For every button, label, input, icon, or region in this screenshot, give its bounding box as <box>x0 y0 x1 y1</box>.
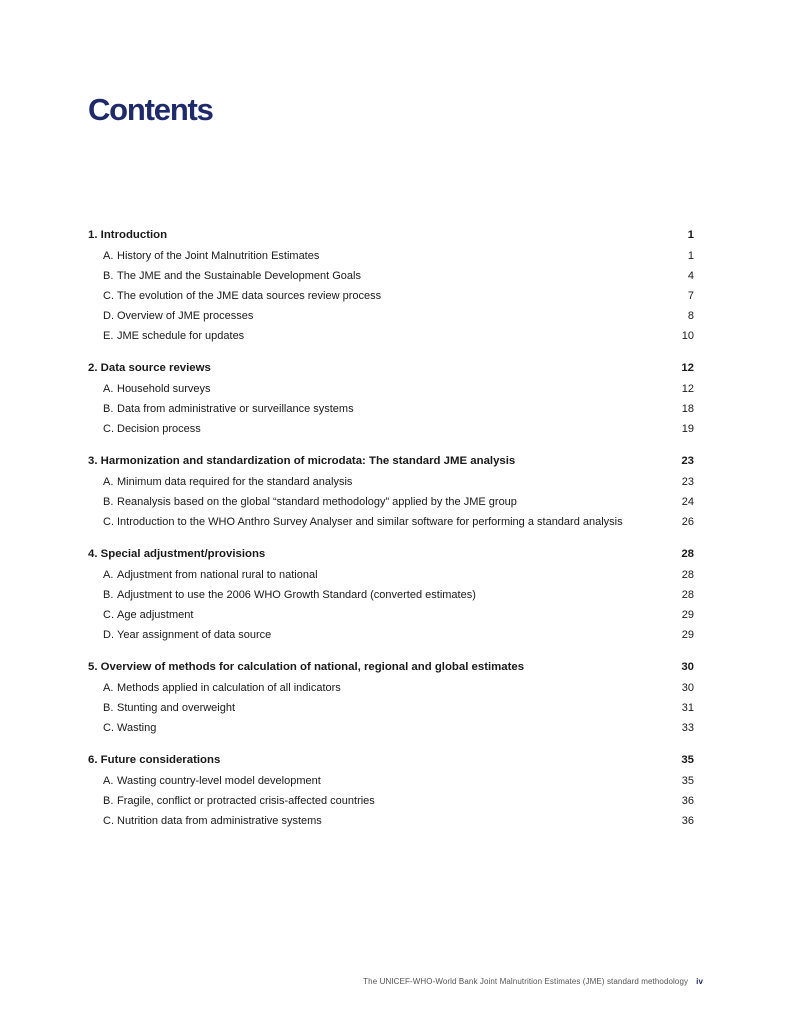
toc-section <box>88 545 694 644</box>
toc-entry[interactable] <box>88 813 694 831</box>
entry-page-number: 12 <box>681 382 694 395</box>
toc-section-heading[interactable] <box>88 751 694 770</box>
entry-letter: E. <box>103 329 114 342</box>
entry-letter: C. <box>103 814 114 827</box>
toc-entry[interactable] <box>88 514 694 532</box>
toc-section <box>88 452 694 531</box>
section-page-number: 30 <box>681 661 694 673</box>
entry-page-number: 24 <box>681 495 694 508</box>
entry-title: History of the Joint Malnutrition Estimates <box>117 249 320 262</box>
entry-page-number: 31 <box>681 701 694 714</box>
entry-letter: B. <box>103 269 114 282</box>
section-title: 1. Introduction <box>88 229 168 241</box>
entry-page-number: 19 <box>681 422 694 435</box>
toc-entry[interactable] <box>88 474 694 492</box>
toc-section <box>88 751 694 830</box>
section-title: 6. Future considerations <box>88 754 221 766</box>
entry-title: Wasting <box>117 721 157 734</box>
entry-title: The evolution of the JME data sources review process <box>117 289 382 302</box>
entry-title: Data from administrative or surveillance systems <box>117 402 354 415</box>
toc-entry[interactable] <box>88 793 694 811</box>
toc-entry[interactable] <box>88 607 694 625</box>
entry-title: Year assignment of data source <box>117 628 272 641</box>
entry-page-number: 10 <box>681 329 694 342</box>
toc-entry[interactable] <box>88 381 694 399</box>
entry-letter: C. <box>103 721 114 734</box>
entry-page-number: 18 <box>681 402 694 415</box>
entry-letter: A. <box>103 382 114 395</box>
toc-entry[interactable] <box>88 268 694 286</box>
toc-section <box>88 226 694 345</box>
entry-title: Adjustment to use the 2006 WHO Growth Standard (converted estimates) <box>117 588 476 601</box>
entry-page-number: 33 <box>681 721 694 734</box>
table-of-contents <box>88 226 694 844</box>
toc-entry[interactable] <box>88 773 694 791</box>
entry-title: Wasting country-level model development <box>117 774 321 787</box>
toc-section <box>88 359 694 438</box>
entry-letter: B. <box>103 588 114 601</box>
page-title: Contents <box>88 92 213 127</box>
toc-section-heading[interactable] <box>88 226 694 245</box>
toc-entry[interactable] <box>88 627 694 645</box>
entry-page-number: 1 <box>687 249 694 262</box>
entry-letter: A. <box>103 475 114 488</box>
section-page-number: 12 <box>681 362 694 374</box>
section-page-number: 23 <box>681 455 694 467</box>
entry-page-number: 8 <box>687 309 694 322</box>
entry-title: Adjustment from national rural to national <box>117 568 318 581</box>
entry-title: JME schedule for updates <box>117 329 245 342</box>
footer-document-title: The UNICEF-WHO-World Bank Joint Malnutrition Estimates (JME) standard methodology <box>363 977 689 986</box>
section-title: 5. Overview of methods for calculation of national, regional and global estimates <box>88 661 525 673</box>
entry-letter: A. <box>103 568 114 581</box>
entry-page-number: 4 <box>687 269 694 282</box>
entry-title: Introduction to the WHO Anthro Survey Analyser and similar software for performing a standard analysis <box>117 515 623 528</box>
entry-page-number: 28 <box>681 568 694 581</box>
toc-entry[interactable] <box>88 401 694 419</box>
toc-entry[interactable] <box>88 494 694 512</box>
entry-page-number: 26 <box>681 515 694 528</box>
entry-title: Nutrition data from administrative systems <box>117 814 322 827</box>
entry-letter: B. <box>103 495 114 508</box>
toc-entry[interactable] <box>88 421 694 439</box>
entry-letter: A. <box>103 774 114 787</box>
toc-entry[interactable] <box>88 680 694 698</box>
entry-letter: D. <box>103 628 114 641</box>
toc-entry[interactable] <box>88 567 694 585</box>
toc-entry[interactable] <box>88 700 694 718</box>
entry-page-number: 7 <box>687 289 694 302</box>
entry-letter: A. <box>103 249 114 262</box>
toc-section-heading[interactable] <box>88 452 694 471</box>
toc-entry[interactable] <box>88 308 694 326</box>
entry-title: Decision process <box>117 422 201 435</box>
toc-section-heading[interactable] <box>88 658 694 677</box>
section-title: 2. Data source reviews <box>88 362 211 374</box>
toc-section-heading[interactable] <box>88 359 694 378</box>
toc-entry[interactable] <box>88 720 694 738</box>
entry-letter: C. <box>103 422 114 435</box>
toc-entry[interactable] <box>88 328 694 346</box>
entry-letter: C. <box>103 289 114 302</box>
entry-title: Methods applied in calculation of all indicators <box>117 681 341 694</box>
toc-section-heading[interactable] <box>88 545 694 564</box>
entry-letter: B. <box>103 402 114 415</box>
toc-entry[interactable] <box>88 587 694 605</box>
entry-page-number: 35 <box>681 774 694 787</box>
toc-entry[interactable] <box>88 248 694 266</box>
entry-letter: A. <box>103 681 114 694</box>
entry-page-number: 36 <box>681 814 694 827</box>
entry-letter: B. <box>103 701 114 714</box>
toc-entry[interactable] <box>88 288 694 306</box>
entry-page-number: 29 <box>681 628 694 641</box>
entry-title: Household surveys <box>117 382 211 395</box>
entry-title: Fragile, conflict or protracted crisis-affected countries <box>117 794 375 807</box>
entry-letter: C. <box>103 515 114 528</box>
section-page-number: 28 <box>681 548 694 560</box>
entry-letter: B. <box>103 794 114 807</box>
entry-page-number: 23 <box>681 475 694 488</box>
section-title: 3. Harmonization and standardization of microdata: The standard JME analysis <box>88 455 516 467</box>
entry-page-number: 30 <box>681 681 694 694</box>
entry-title: Overview of JME processes <box>117 309 254 322</box>
page-footer <box>363 977 703 986</box>
section-title: 4. Special adjustment/provisions <box>88 548 266 560</box>
footer-page-number: iv <box>696 977 703 986</box>
entry-title: Minimum data required for the standard analysis <box>117 475 353 488</box>
section-page-number: 1 <box>687 229 694 241</box>
entry-title: Age adjustment <box>117 608 194 621</box>
entry-page-number: 29 <box>681 608 694 621</box>
entry-page-number: 28 <box>681 588 694 601</box>
entry-letter: C. <box>103 608 114 621</box>
toc-section <box>88 658 694 737</box>
entry-letter: D. <box>103 309 114 322</box>
entry-title: The JME and the Sustainable Development Goals <box>117 269 361 282</box>
entry-title: Stunting and overweight <box>117 701 236 714</box>
section-page-number: 35 <box>681 754 694 766</box>
entry-title: Reanalysis based on the global “standard methodology” applied by the JME group <box>117 495 517 508</box>
entry-page-number: 36 <box>681 794 694 807</box>
